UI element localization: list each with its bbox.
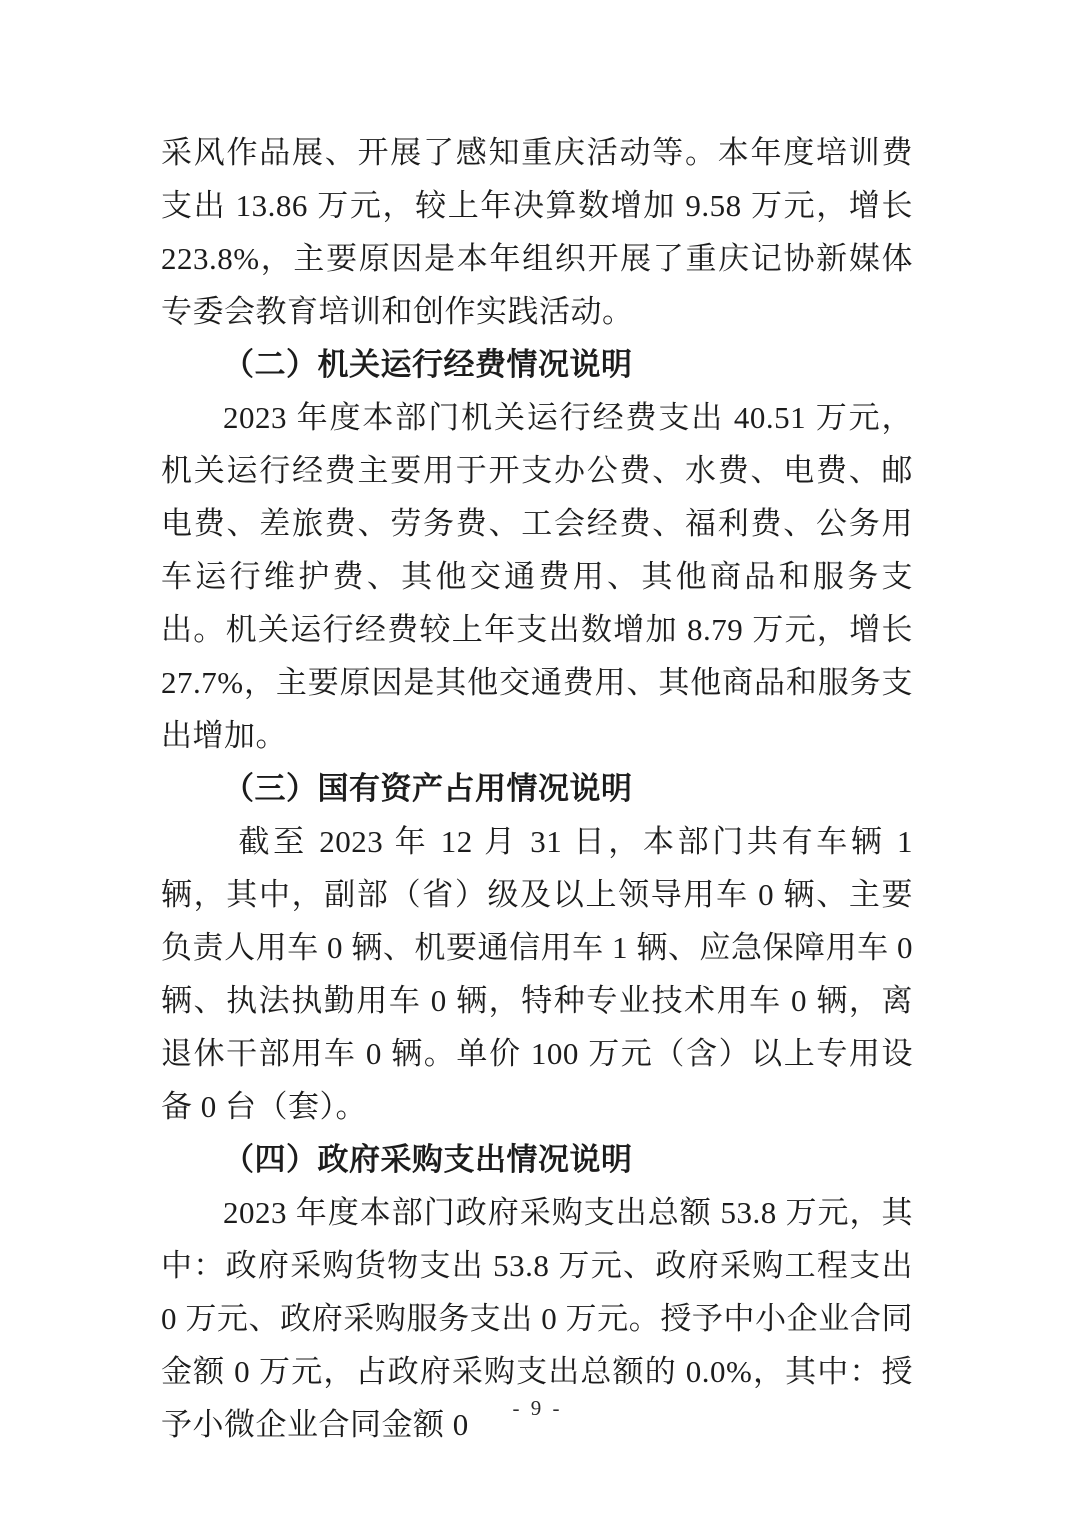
page-number: - 9 -: [512, 1396, 563, 1420]
section-heading-operating-funds: （二）机关运行经费情况说明: [223, 347, 633, 382]
section-heading-procurement: （四）政府采购支出情况说明: [223, 1142, 633, 1177]
body-paragraph-state-assets: 截至 2023 年 12 月 31 日，本部门共有车辆 1 辆，其中，副部（省）级及以上领导用车 0 辆、主要负责人用车 0 辆、机要通信用车 1 辆、应急保障用车 0 辆、执法执勤用车 0 辆，特种专业技术用车 0 辆，离退休干部用车 0 辆。单价 100 万元（含）以上专用设备 0 台（套）。: [161, 824, 913, 1124]
section-heading-state-assets: （三）国有资产占用情况说明: [223, 771, 633, 806]
document-body: [161, 126, 913, 1451]
body-paragraph-operating-funds: 2023 年度本部门机关运行经费支出 40.51 万元，机关运行经费主要用于开支办公费、水费、电费、邮电费、差旅费、劳务费、工会经费、福利费、公务用车运行维护费、其他交通费用、其他商品和服务支出。机关运行经费较上年支出数增加 8.79 万元，增长 27.7%，主要原因是其他交通费用、其他商品和服务支出增加。: [161, 400, 913, 753]
body-paragraph-training-fee: 采风作品展、开展了感知重庆活动等。本年度培训费支出 13.86 万元，较上年决算数增加 9.58 万元，增长 223.8%，主要原因是本年组织开展了重庆记协新媒体专委会教育培训和创作实践活动。: [161, 135, 913, 329]
body-paragraph-procurement: 2023 年度本部门政府采购支出总额 53.8 万元，其中：政府采购货物支出 53.8 万元、政府采购工程支出 0 万元、政府采购服务支出 0 万元。授予中小企业合同金额 0 万元，占政府采购支出总额的 0.0%，其中：授予小微企业合同金额 0: [161, 1195, 913, 1442]
page-footer: [0, 1396, 1075, 1421]
